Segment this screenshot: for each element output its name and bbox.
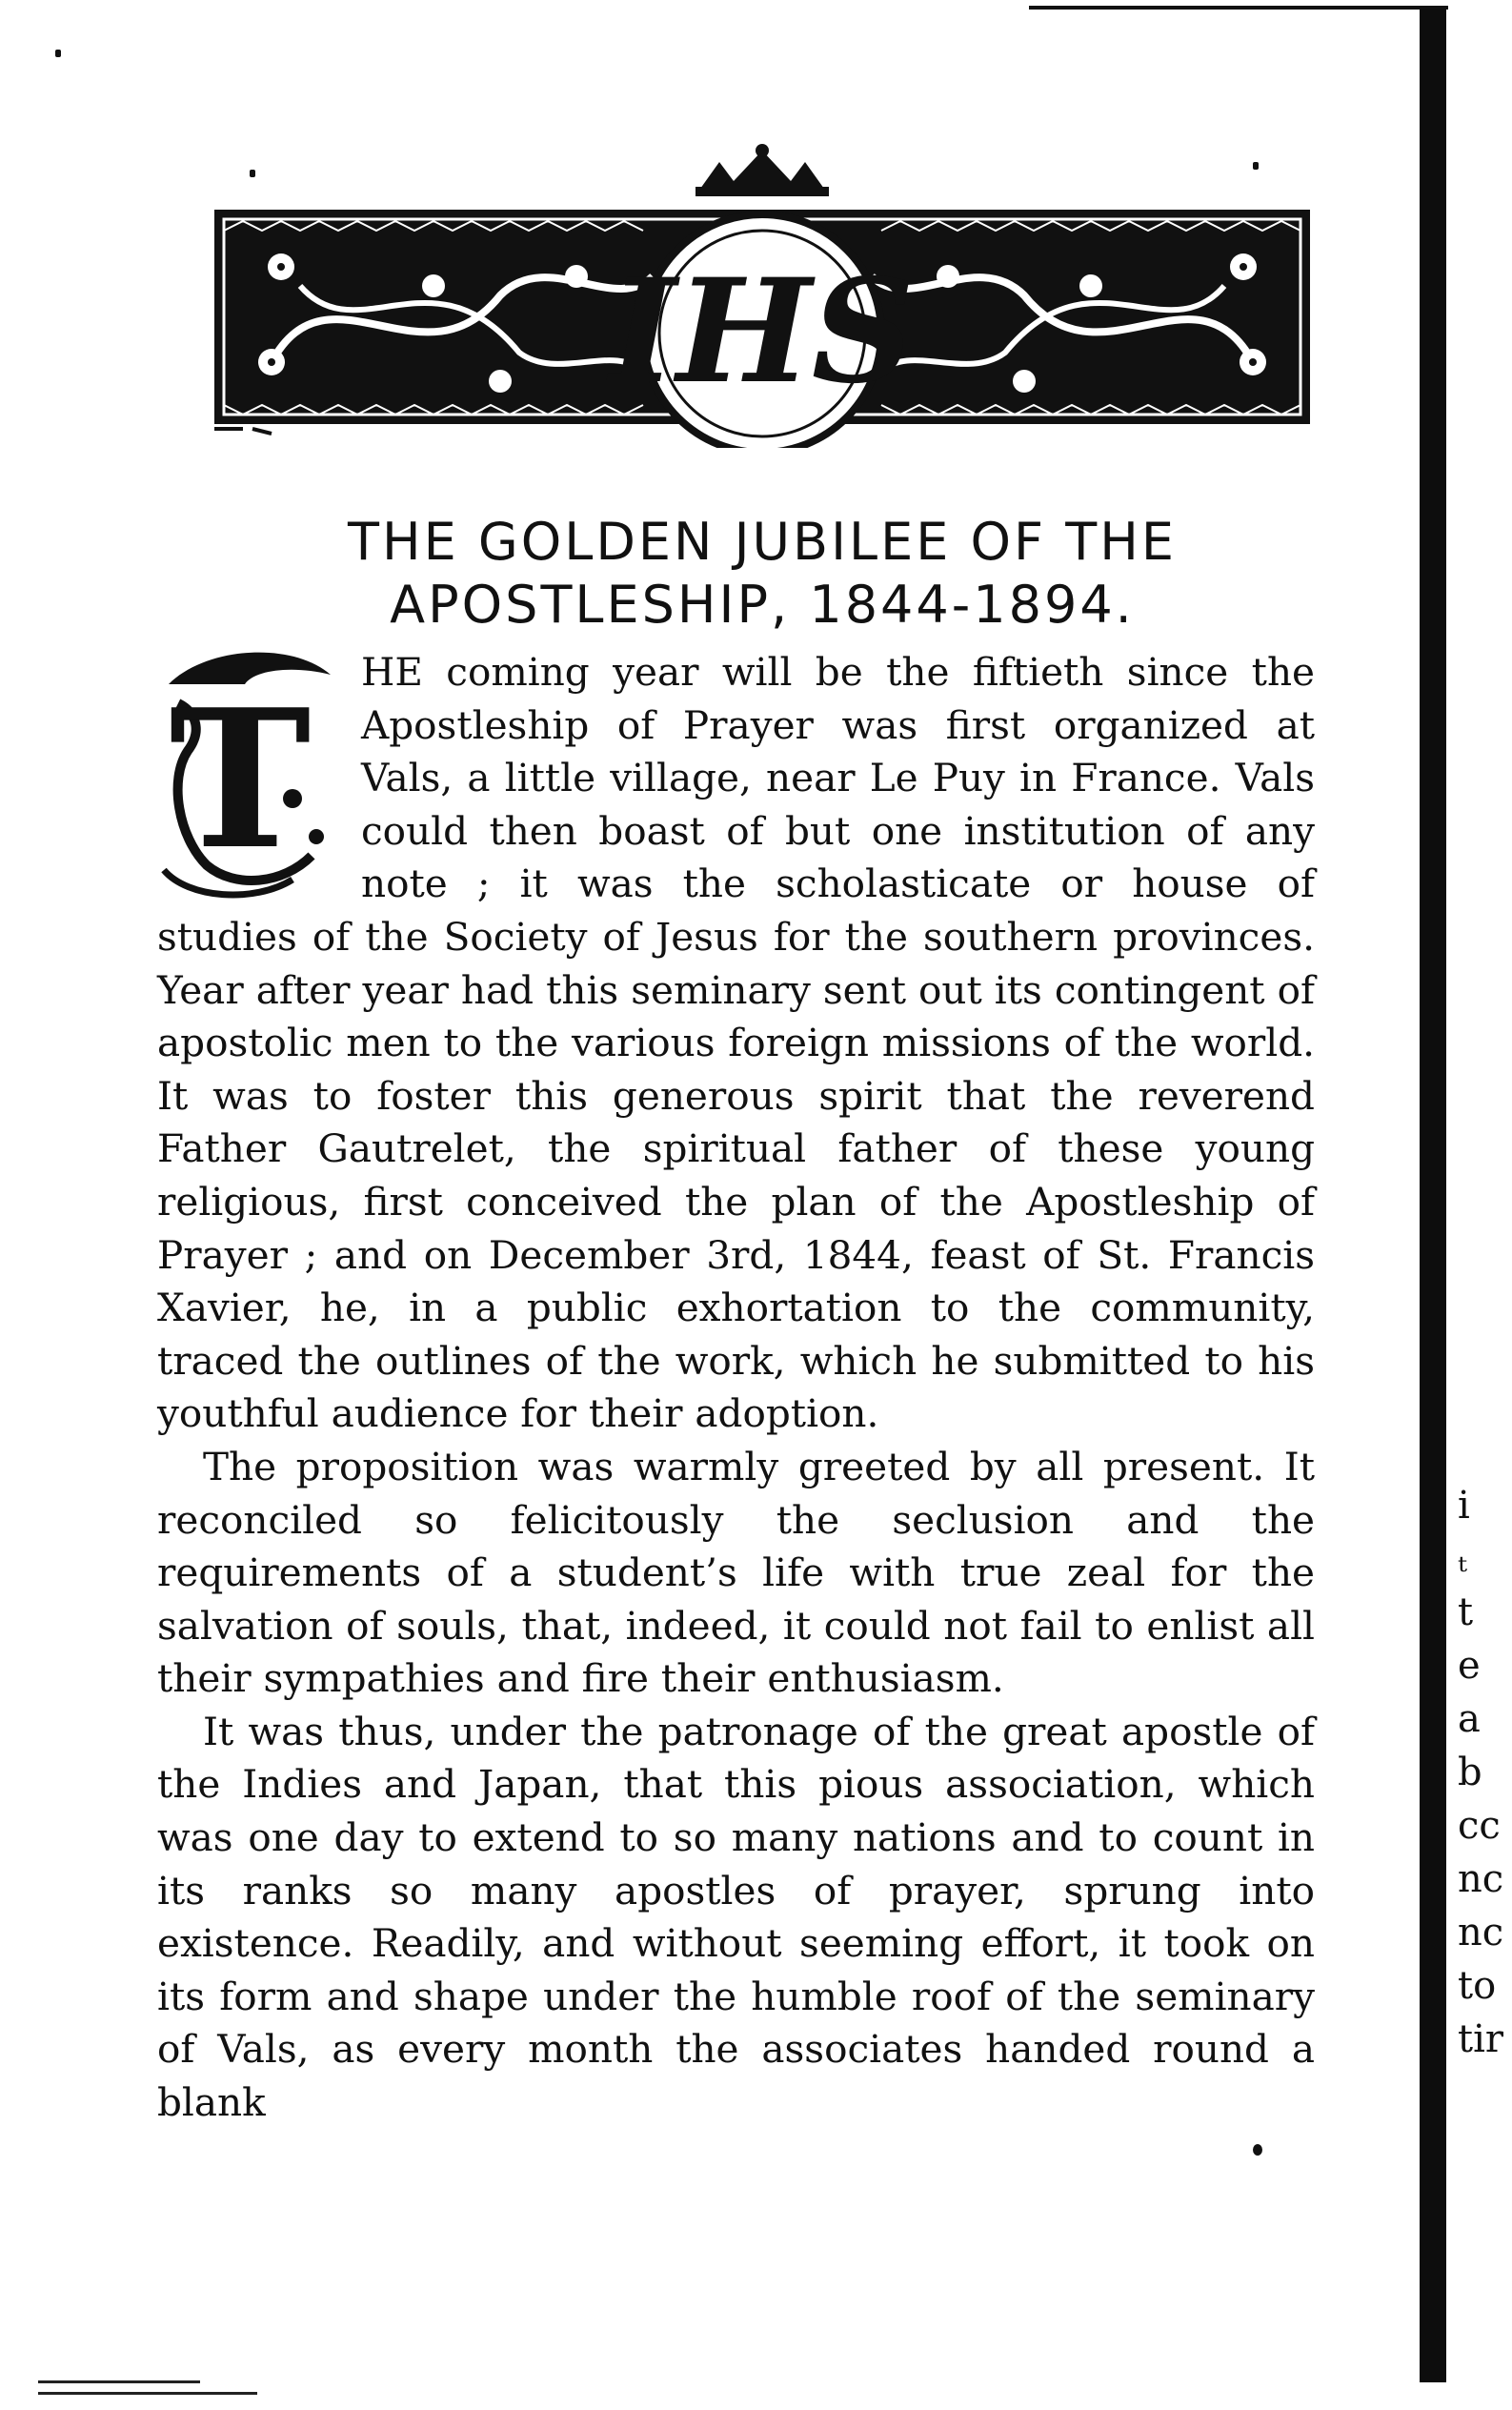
margin-fragment: i bbox=[1458, 1484, 1470, 1528]
scan-speck bbox=[250, 170, 255, 177]
header-ornament bbox=[214, 143, 1310, 448]
margin-fragment: a bbox=[1458, 1697, 1481, 1741]
page-title bbox=[171, 511, 1353, 637]
title-line-1: THE GOLDEN JUBILEE OF THE bbox=[348, 512, 1177, 573]
margin-fragment: nc bbox=[1458, 1911, 1504, 1954]
margin-fragment: nc bbox=[1458, 1857, 1504, 1901]
binding-gutter bbox=[1420, 10, 1446, 2382]
margin-fragment: ₜ bbox=[1458, 1537, 1467, 1581]
margin-fragments bbox=[1458, 1479, 1512, 2066]
crown-icon bbox=[696, 144, 829, 196]
drop-cap-letter: T bbox=[169, 668, 312, 892]
paragraph-1-text: HE coming year will be the fiftieth since the Apostleship of Prayer was first organized at Vals, a little village, near Le Puy in France. Vals could then boast of but one institution of any note ; it was the scholasticate or house of studies of the Society of Jesus for the southern provinces. Year after year had this seminary sent out its contingent of apostolic men to the various foreign missions of the world. It was to foster this generous spirit that the reverend Father Gautrelet, the spiritual father of these young religious, first conceived the plan of the Apostleship of Prayer ; and on December 3rd, 1844, feast of St. Francis Xavier, he, in a public exhortation to the community, traced the outlines of the work, which he submitted to his youthful audience for their adoption. bbox=[157, 649, 1315, 1437]
scan-speck bbox=[1253, 162, 1259, 170]
title-line-2: APOSTLESHIP, 1844-1894. bbox=[390, 575, 1135, 636]
paragraph-1 bbox=[157, 646, 1315, 1441]
margin-fragment: cc bbox=[1458, 1804, 1501, 1848]
margin-fragment: tir bbox=[1458, 2017, 1503, 2061]
margin-fragment: t bbox=[1458, 1590, 1474, 1634]
scan-speck bbox=[1253, 2144, 1262, 2156]
article-body bbox=[157, 646, 1315, 2130]
margin-fragment: e bbox=[1458, 1644, 1481, 1688]
drop-cap-ornament bbox=[150, 646, 340, 903]
margin-fragment: to bbox=[1458, 1964, 1497, 2008]
paragraph-2: The proposition was warmly greeted by all present. It reconciled so felicitously the seclusion and the requirements of a student’s life with true zeal for the salvation of souls, that, indeed, it could not fail to enlist all their sympathies and fire their enthusiasm. bbox=[157, 1443, 1315, 1702]
paragraph-3: It was thus, under the patronage of the great apostle of the Indies and Japan, that this pious association, which was one day to extend to so many nations and to count in its ranks so many apostles of prayer, sprung into existence. Readily, and without seeming effort, it took on its form and shape under the humble roof of the seminary of Vals, as every month the associates handed round a blank bbox=[157, 1708, 1315, 2126]
top-edge-rule bbox=[1029, 6, 1448, 10]
ihs-monogram: IHS bbox=[609, 248, 916, 415]
scan-speck bbox=[55, 50, 61, 57]
margin-fragment: b bbox=[1458, 1751, 1482, 1794]
bottom-rule bbox=[38, 2380, 200, 2383]
bottom-rule bbox=[38, 2392, 257, 2395]
